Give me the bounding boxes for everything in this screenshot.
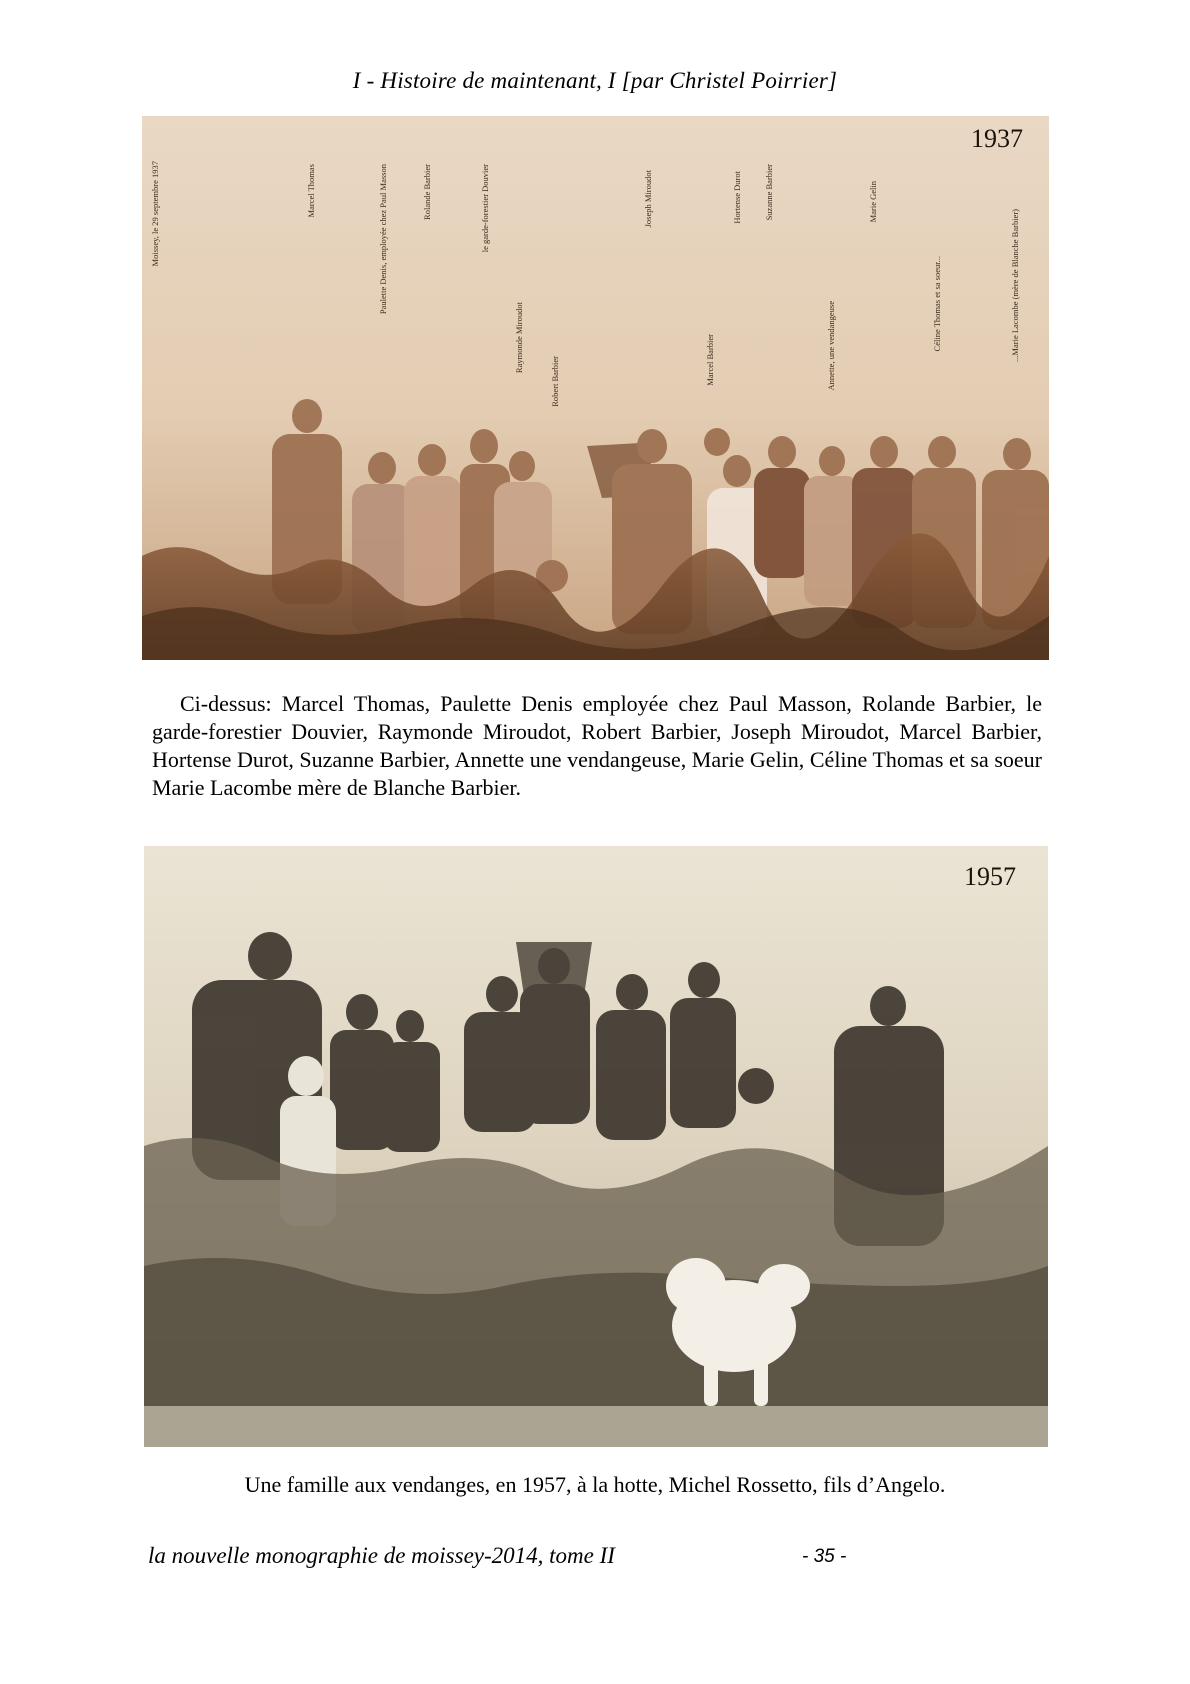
photo-1957-year: 1957	[964, 862, 1016, 891]
page-number: - 35 -	[802, 1546, 847, 1567]
annotation-name: Robert Barbier	[550, 356, 560, 407]
annotation-name: Rolande Barbier	[422, 164, 432, 220]
footer-title: la nouvelle monographie de moissey-2014, tome II	[148, 1543, 615, 1568]
running-header: I - Histoire de maintenant, I [par Christel Poirrier]	[352, 68, 838, 93]
annotation-name: ...Marie Lacombe (mère de Blanche Barbier)	[1010, 209, 1020, 362]
annotation-name: Suzanne Barbier	[764, 164, 774, 221]
annotation-name: Marcel Barbier	[705, 334, 715, 386]
annotation-date: Moissey, le 29 septembre 1937	[150, 161, 160, 267]
photo-1937-caption: Ci-dessus: Marcel Thomas, Paulette Denis employée chez Paul Masson, Rolande Barbier, le garde-forestier Douvier, Raymonde Miroudot, Robert Barbier, Joseph Miroudot, Marcel Barbier, Hortense Durot, Suzanne Barbier, Annette une vendangeuse, Marie Gelin, Céline Thomas et sa soeur Marie Lacombe mère de Blanche Barbier.	[152, 691, 1042, 800]
annotation-name: le garde-forestier Douvier	[480, 164, 490, 253]
photo-1957	[144, 846, 1048, 1447]
photo-1937	[142, 116, 1049, 660]
annotation-name: Raymonde Miroudot	[514, 302, 524, 374]
photo-1957-caption: Une famille aux vendanges, en 1957, à la hotte, Michel Rossetto, fils d’Angelo.	[244, 1472, 946, 1497]
annotation-name: Annette, une vendangeuse	[826, 301, 836, 391]
annotation-name: Hortense Durot	[732, 171, 742, 224]
annotation-name: Marie Gelin	[868, 181, 878, 223]
photo-1937-image	[142, 116, 1049, 660]
annotation-name: Céline Thomas et sa soeur...	[932, 256, 942, 352]
annotation-name: Marcel Thomas	[306, 164, 316, 218]
annotation-name: Paulette Denis, employée chez Paul Masson	[378, 164, 388, 315]
photo-1957-image	[144, 846, 1048, 1447]
photo-1937-year: 1937	[971, 124, 1023, 153]
annotation-name: Joseph Miroudot	[643, 170, 653, 228]
